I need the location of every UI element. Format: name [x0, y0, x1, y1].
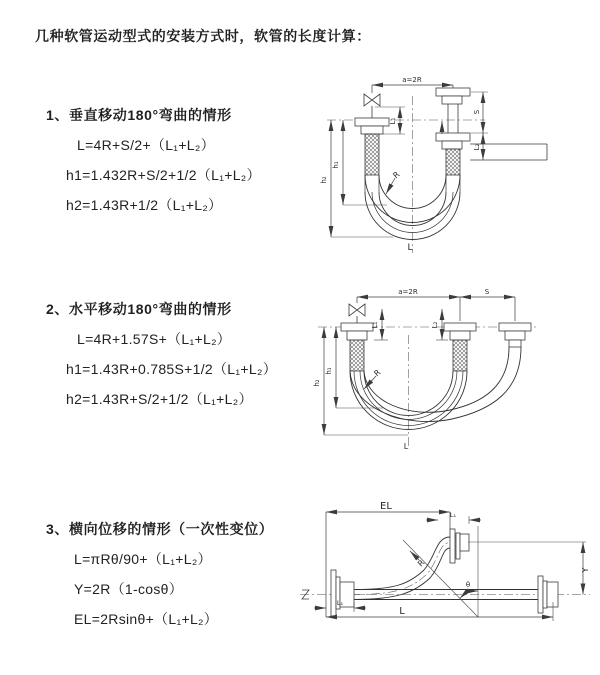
section-3-formula-EL: EL=2Rsinθ+（L₁+L₂） — [74, 611, 219, 627]
dim-label-s: S — [484, 288, 490, 296]
section-2 — [46, 300, 277, 408]
displaced-hose — [354, 529, 469, 600]
diagram-3-drawing — [298, 498, 598, 643]
dim-label-el: EL — [380, 501, 392, 512]
dim-label-s: S — [473, 109, 481, 115]
left-flange — [331, 570, 354, 616]
dimensions — [320, 76, 488, 253]
pipe-flanges — [341, 323, 531, 371]
valve-icon — [364, 94, 380, 118]
dim-label-y: Y — [581, 567, 590, 573]
right-pipe-flange — [436, 88, 547, 175]
dimensions — [313, 288, 515, 451]
dim-label-a2r: a=2R — [402, 76, 422, 84]
dim-label-h1: h₁ — [325, 367, 333, 375]
diagram-horizontal-180-bend — [308, 283, 558, 461]
dim-label-r: R — [391, 169, 402, 181]
section-3-heading: 3、横向位移的情形（一次性变位） — [46, 521, 274, 537]
bulkhead-plate — [470, 144, 547, 160]
dim-label-l2: L₂ — [473, 143, 481, 151]
diagram-lateral-displacement — [298, 498, 598, 643]
section-3-formula-L: L=πRθ/90+（L₁+L₂） — [74, 551, 212, 567]
dim-label-l: L — [399, 606, 405, 617]
diagram-2-drawing — [308, 283, 558, 461]
centerlines — [327, 96, 485, 253]
section-1-formula-h2: h2=1.43R+1/2（L₁+L₂） — [66, 197, 223, 213]
dim-label-l: L — [407, 243, 413, 253]
dim-label-r: R — [416, 558, 427, 569]
dim-label-a2r: a=2R — [398, 288, 418, 296]
dim-label-h1: h₁ — [332, 161, 340, 169]
section-1-formula-h1: h1=1.432R+S/2+1/2（L₁+L₂） — [66, 167, 261, 183]
left-pipe-flange — [355, 118, 389, 175]
dim-label-l1: L₁ — [371, 321, 379, 329]
dim-label-h2: h₂ — [313, 379, 321, 387]
dim-label-l1-top: L₁ — [449, 511, 457, 519]
dim-label-l1: L₁ — [389, 117, 397, 125]
section-1 — [46, 106, 261, 214]
diagram-vertical-180-bend — [315, 70, 565, 260]
section-3-formula-Y: Y=2R（1-cosθ） — [74, 581, 184, 597]
valve-icon — [349, 304, 365, 323]
dim-label-h2: h₂ — [320, 176, 328, 184]
dim-label-r: R — [372, 367, 383, 379]
section-2-formula-h2: h2=1.43R+S/2+1/2（L₁+L₂） — [66, 391, 253, 407]
section-1-heading: 1、垂直移动180°弯曲的情形 — [46, 107, 232, 123]
section-2-formula-L: L=4R+1.57S+（L₁+L₂） — [77, 331, 232, 347]
dim-label-l2: L₂ — [431, 321, 439, 329]
page-title: 几种软管运动型式的安装方式时，软管的长度计算： — [35, 28, 371, 44]
hose-u-bend-position-2 — [350, 347, 521, 422]
section-2-formula-h1: h1=1.43R+0.785S+1/2（L₁+L₂） — [66, 361, 277, 377]
dim-label-l: L — [403, 442, 409, 451]
section-2-heading: 2、水平移动180°弯曲的情形 — [46, 301, 232, 317]
section-3 — [46, 520, 273, 628]
dim-label-l1-bottom: L₁ — [336, 599, 344, 607]
section-1-formula-L: L=4R+S/2+（L₁+L₂） — [77, 137, 215, 153]
diagram-1-drawing — [315, 70, 565, 260]
dim-label-theta: θ — [465, 581, 471, 589]
